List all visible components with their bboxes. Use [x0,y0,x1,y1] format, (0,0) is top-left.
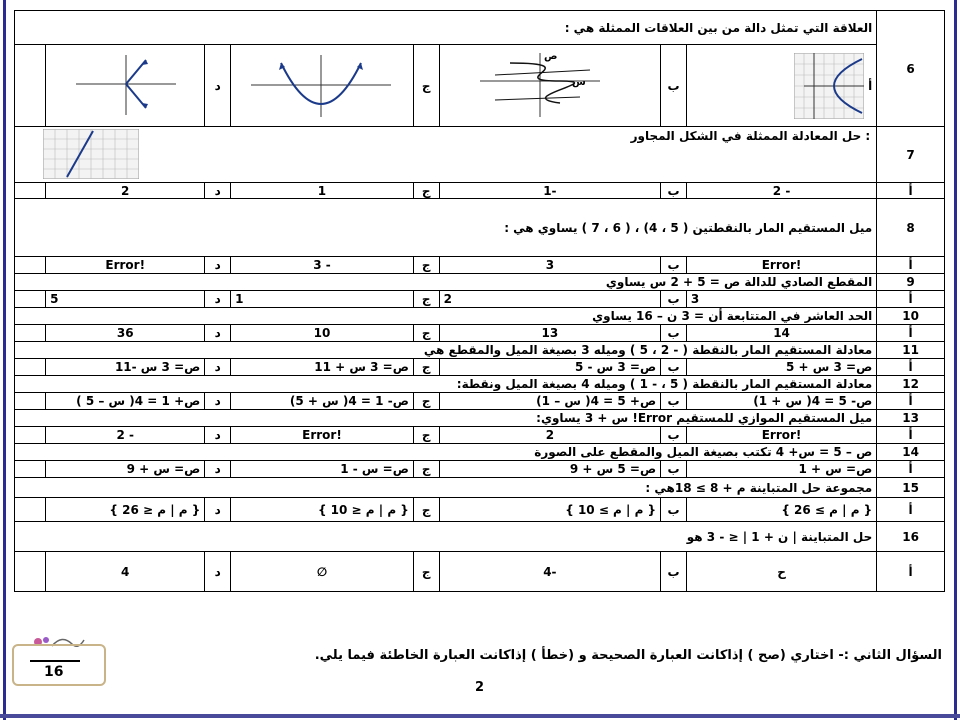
q15-label-b: ب [661,498,687,522]
questions-table [14,10,945,592]
q13-options-row [15,427,945,444]
q6-row [15,11,945,45]
q13-question [15,410,877,427]
q12-option-b[interactable]: ص+ 5 = 4( س – 1) [439,393,660,410]
q10-number: 10 [877,308,945,325]
q12-option-c[interactable]: ص- 1 = 4( س + 5) [231,393,414,410]
q8-spacer [15,257,46,274]
q16-option-d[interactable]: 4 [46,552,205,592]
q10-row [15,308,945,325]
q10-label-d: د [205,325,231,342]
page-number: 2 [475,680,485,695]
q7-row [15,127,945,183]
q6-text: العلاقة التي تمثل دالة من بين العلاقات الممثلة هي : [15,11,877,45]
q16-number: 16 [877,522,945,552]
q10-option-a[interactable]: 14 [686,325,876,342]
q16-label-c: ج [413,552,439,592]
graph-cubic-icon [440,45,646,123]
q16-option-c[interactable]: ∅ [231,552,414,592]
q10-options-row [15,325,945,342]
q10-text: الحد العاشر في المتتابعة أن = 3 ن – 16 يساوي [15,308,877,325]
q9-option-c[interactable]: 1 [231,291,414,308]
q9-text: المقطع الصادي للدالة ص = 5 + 2 س يساوي [15,274,877,291]
q8-row [15,199,945,257]
q12-label-b: ب [661,393,687,410]
q15-number: 15 [877,478,945,498]
q8-option-a[interactable]: Error! [686,257,876,274]
q12-row [15,376,945,393]
axis-label-y: ص [543,51,558,62]
q14-option-a[interactable]: ص= س + 1 [686,461,876,478]
q12-label-c: ج [413,393,439,410]
q6-label-d: د [205,45,231,127]
q12-text: معادلة المستقيم المار بالنقطة ( 5 ، - 1 ) وميله 4 بصيغة الميل ونقطة: [15,376,877,393]
q13-option-c[interactable]: Error! [231,427,414,444]
q14-number: 14 [877,444,945,461]
q11-label-b: ب [661,359,687,376]
q10-option-c[interactable]: 10 [231,325,414,342]
q12-label-a: أ [877,393,945,410]
q11-number: 11 [877,342,945,359]
q16-options-row [15,552,945,592]
q9-options-row [15,291,945,308]
q8-label-c: ج [413,257,439,274]
q13-option-d[interactable]: 2 - [46,427,205,444]
score-divider [30,660,80,662]
q9-row [15,274,945,291]
q13-text-tail: س + 3 يساوي: [536,411,629,425]
q13-text: ميل المستقيم الموازي للمستقيم [676,411,873,425]
q14-text: ص – 5 = س+ 4 تكتب بصيغة الميل والمقطع على الصورة [15,444,877,461]
q16-spacer [15,552,46,592]
q11-text: معادلة المستقيم المار بالنقطة ( - 2 ، 5 ) وميله 3 بصيغة الميل والمقطع هي [15,342,877,359]
page-border-bottom [0,714,960,718]
q14-option-c[interactable]: ص= س - 1 [231,461,414,478]
q8-label-d: د [205,257,231,274]
q7-question [15,127,877,183]
q13-label-a: أ [877,427,945,444]
q10-spacer [15,325,46,342]
q9-label-b: ب [661,291,687,308]
q11-option-c[interactable]: ص= 3 س + 11 [231,359,414,376]
q8-option-d[interactable]: Error! [46,257,205,274]
q14-label-a: أ [877,461,945,478]
q14-label-c: ج [413,461,439,478]
q8-text: ميل المستقيم المار بالنقطتين ( 5 ، 4) ، ( 6 ، 7 ) يساوي هي : [15,199,877,257]
q7-option-c[interactable]: 1 [231,183,414,199]
q9-label-d: د [205,291,231,308]
q7-label-c: ج [413,183,439,199]
q7-label-a: أ [877,183,945,199]
q13-label-b: ب [661,427,687,444]
q15-label-d: د [205,498,231,522]
q12-option-d[interactable]: ص+ 1 = 4( س – 5 ) [46,393,205,410]
q9-option-a[interactable]: 3 [686,291,876,308]
q9-label-c: ج [413,291,439,308]
q8-option-b[interactable]: 3 [439,257,660,274]
q13-label-d: د [205,427,231,444]
q9-option-d[interactable]: 5 [46,291,205,308]
q7-option-d[interactable]: 2 [46,183,205,199]
q16-option-b[interactable]: 4- [439,552,660,592]
q11-label-c: ج [413,359,439,376]
q7-label-d-num [15,183,46,199]
q14-label-d: د [205,461,231,478]
q6-label-b: ب [661,45,687,127]
q15-label-a: أ [877,498,945,522]
q6-graph-c[interactable] [231,45,414,127]
q15-row [15,478,945,498]
q7-text: حل المعادلة الممثلة في الشكل المجاور : [630,129,871,143]
q7-label-d: د [205,183,231,199]
q8-label-b: ب [661,257,687,274]
q7-line-graph-icon [43,129,139,179]
q13-option-b[interactable]: 2 [439,427,660,444]
q10-option-d[interactable]: 36 [46,325,205,342]
q14-option-b[interactable]: ص= 5 س + 9 [439,461,660,478]
graph-lines-icon [46,45,194,123]
q10-label-b: ب [661,325,687,342]
q7-options-row [15,183,945,199]
q6-graph-a[interactable] [686,45,876,127]
q7-label-b: ب [661,183,687,199]
q8-option-c[interactable]: 3 - [231,257,414,274]
q10-label-c: ج [413,325,439,342]
graph-parabola-icon [231,45,401,123]
q7-option-a[interactable]: 2 - [686,183,876,199]
q10-option-b[interactable]: 13 [439,325,660,342]
q6-graph-b[interactable] [439,45,660,127]
q14-spacer [15,461,46,478]
q11-option-a[interactable]: ص= 3 س + 5 [686,359,876,376]
q15-text: مجموعة حل المتباينة م + 8 ≥ 18هي : [15,478,877,498]
q11-label-d: د [205,359,231,376]
q14-row [15,444,945,461]
q6-label-c: ج [413,45,439,127]
q13-row [15,410,945,427]
q13-number: 13 [877,410,945,427]
q6-graph-d-partial [15,45,44,123]
q14-options-row [15,461,945,478]
graph-sideways-parabola-icon [794,53,864,119]
q16-label-d: د [205,552,231,592]
q8-number: 8 [877,199,945,257]
q11-option-d[interactable]: ص= 3 س -11 [46,359,205,376]
q8-options-row [15,257,945,274]
q15-options-row [15,498,945,522]
page-border-left [3,0,6,720]
q7-option-b[interactable]: 1- [439,183,660,199]
q12-options-row [15,393,945,410]
q9-spacer [15,291,46,308]
q13-error: Error! [632,411,673,425]
q6-number: 6 [877,11,945,127]
axis-label-x: س [571,77,586,88]
q13-spacer [15,427,46,444]
q16-row [15,522,945,552]
score-total: 16 [44,664,64,680]
q14-label-b: ب [661,461,687,478]
q15-option-b[interactable]: { م | م ≥ 10 } [439,498,660,522]
q8-label-a: أ [877,257,945,274]
section-two-instructions: السؤال الثاني :- اختاري (صح ) إذاكانت العبارة الصحيحة و (خطأ ) إذاكانت العبارة الخاطئة فيما يلي. [314,648,942,663]
q14-option-d[interactable]: ص= س + 9 [46,461,205,478]
q6-graphs-row [15,45,945,127]
q11-label-a: أ [877,359,945,376]
q11-options-row [15,359,945,376]
q9-label-a: أ [877,291,945,308]
q15-spacer [15,498,46,522]
q12-spacer [15,393,46,410]
q6-label-a: أ [868,78,873,93]
q6-graph-d-cell[interactable] [15,45,46,127]
q11-row [15,342,945,359]
q13-label-c: ج [413,427,439,444]
q13-option-a[interactable]: Error! [686,427,876,444]
q7-number: 7 [877,127,945,183]
q12-label-d: د [205,393,231,410]
q15-option-a[interactable]: { م | م ≥ 26 } [686,498,876,522]
q10-label-a: أ [877,325,945,342]
q15-label-c: ج [413,498,439,522]
q11-spacer [15,359,46,376]
q16-text: حل المتباينة | ن + 1 | ≤ - 3 هو [15,522,877,552]
q15-option-d[interactable]: { م | م ≤ 26 } [46,498,205,522]
q9-number: 9 [877,274,945,291]
page-border-right [954,0,957,720]
q9-option-b[interactable]: 2 [439,291,660,308]
q11-option-b[interactable]: ص= 3 س - 5 [439,359,660,376]
q12-option-a[interactable]: ص- 5 = 4( س + 1) [686,393,876,410]
q16-option-a[interactable]: ح [686,552,876,592]
q16-label-b: ب [661,552,687,592]
q16-label-a: أ [877,552,945,592]
q15-option-c[interactable]: { م | م ≤ 10 } [231,498,414,522]
q12-number: 12 [877,376,945,393]
q6-graph-d[interactable] [46,45,205,127]
